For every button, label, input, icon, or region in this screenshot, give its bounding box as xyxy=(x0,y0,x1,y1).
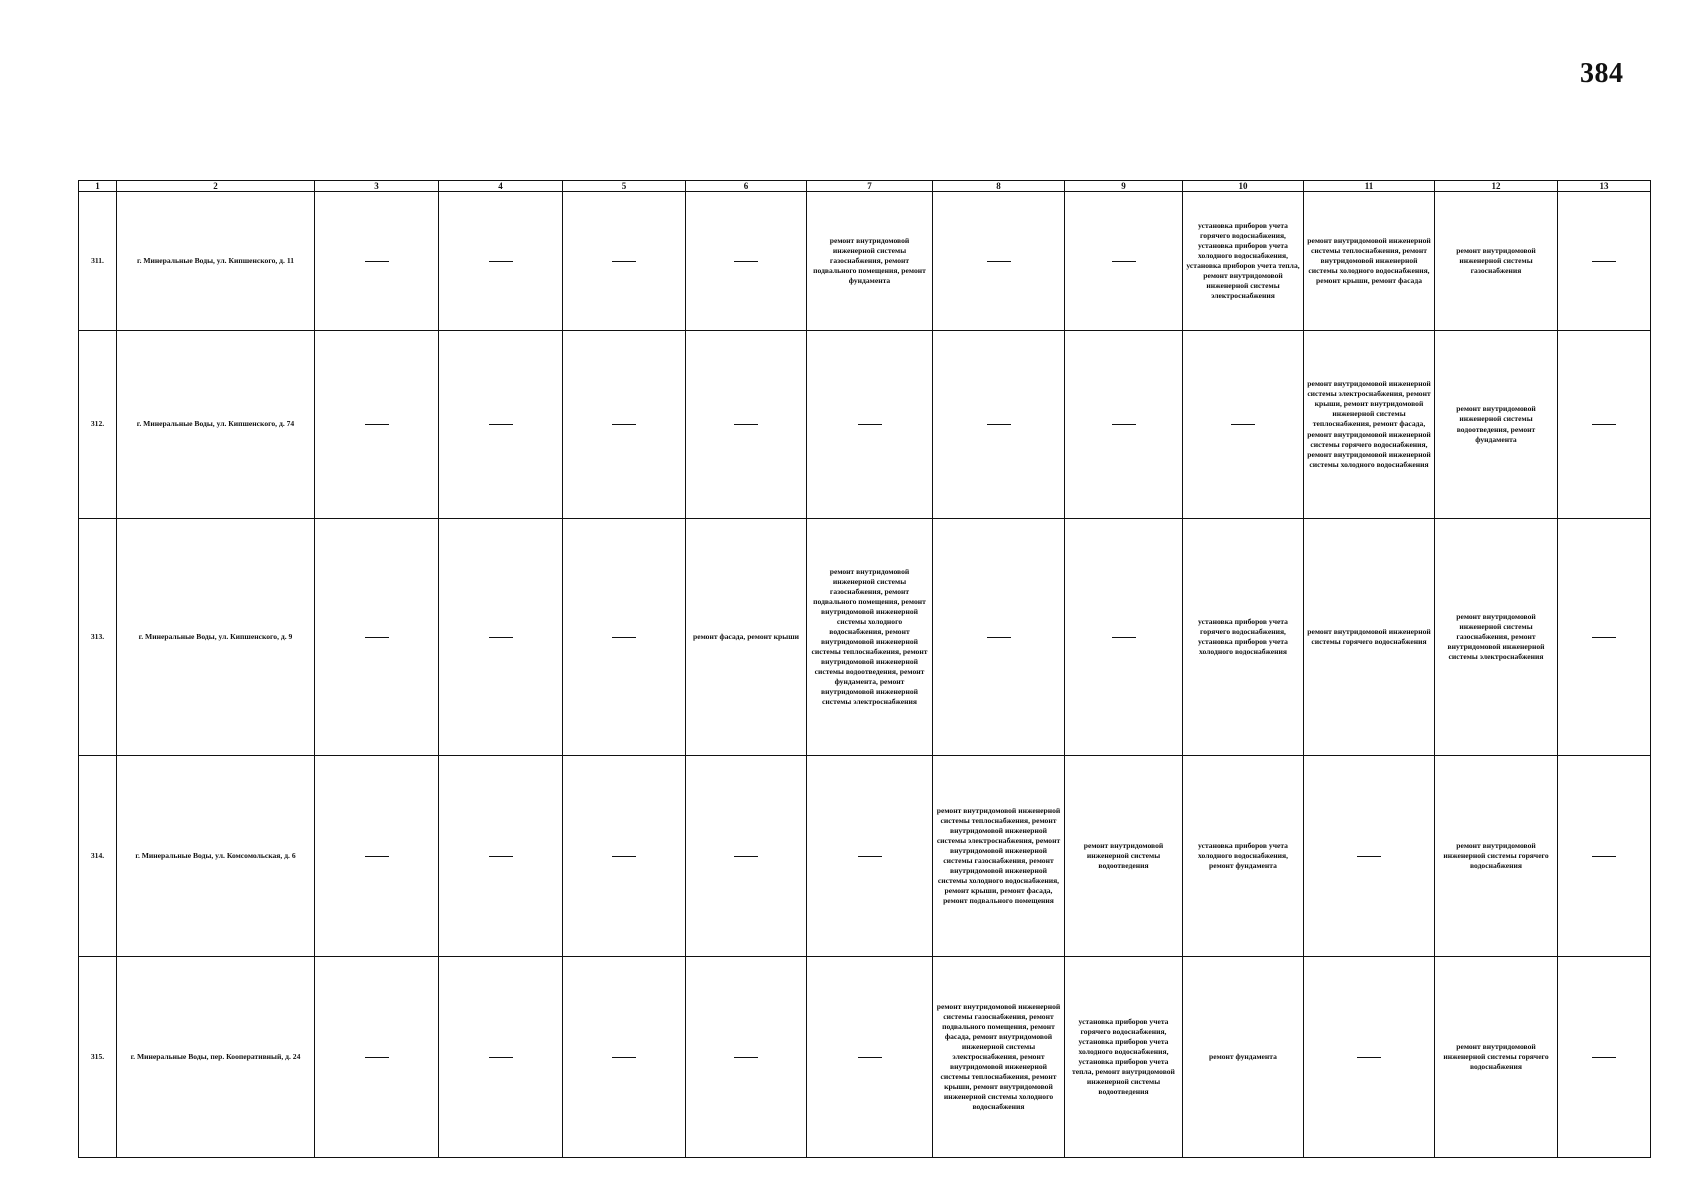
column-header-12: 12 xyxy=(1435,181,1558,192)
address-cell: г. Минеральные Воды, ул. Кипшенского, д. 9 xyxy=(117,519,315,756)
row-number: 315. xyxy=(79,957,117,1158)
repair-schedule-table xyxy=(78,180,1651,1158)
empty-dash-cell xyxy=(933,331,1065,519)
table-row xyxy=(79,519,1651,756)
empty-dash-cell xyxy=(563,331,686,519)
empty-dash-cell xyxy=(439,192,563,331)
column-header-4: 4 xyxy=(439,181,563,192)
column-header-3: 3 xyxy=(315,181,439,192)
address-cell: г. Минеральные Воды, ул. Комсомольская, д. 6 xyxy=(117,756,315,957)
work-cell-col12: ремонт внутридомовой инженерной системы водоотведения, ремонт фундамента xyxy=(1435,331,1558,519)
work-cell-col9: ремонт внутридомовой инженерной системы водоотведения xyxy=(1065,756,1183,957)
empty-dash-cell xyxy=(933,192,1065,331)
work-cell-col12: ремонт внутридомовой инженерной системы газоснабжения, ремонт внутридомовой инженерной системы электроснабжения xyxy=(1435,519,1558,756)
column-header-9: 9 xyxy=(1065,181,1183,192)
work-cell-col12: ремонт внутридомовой инженерной системы газоснабжения xyxy=(1435,192,1558,331)
column-header-8: 8 xyxy=(933,181,1065,192)
address-cell: г. Минеральные Воды, ул. Кипшенского, д. 11 xyxy=(117,192,315,331)
empty-dash-cell xyxy=(686,331,807,519)
empty-dash-cell xyxy=(686,192,807,331)
empty-dash-cell xyxy=(439,331,563,519)
work-cell-col8: ремонт внутридомовой инженерной системы газоснабжения, ремонт подвального помещения, ремонт фасада, ремонт внутридомовой инженерной системы электроснабжения, ремонт внутридомовой инженерной системы теплоснабжения, ремонт крыши, ремонт внутридомовой инженерной системы холодного водоснабжения xyxy=(933,957,1065,1158)
empty-dash-cell xyxy=(1558,756,1651,957)
work-cell-col7: ремонт внутридомовой инженерной системы газоснабжения, ремонт подвального помещения, ремонт внутридомовой инженерной системы холодного водоснабжения, ремонт внутридомовой инженерной системы теплоснабжения, ремонт внутридомовой инженерной системы водоотведения, ремонт фундамента, ремонт внутридомовой инженерной системы электроснабжения xyxy=(807,519,933,756)
work-cell-col11: ремонт внутридомовой инженерной системы теплоснабжения, ремонт внутридомовой инженерной системы холодного водоснабжения, ремонт крыши, ремонт фасада xyxy=(1304,192,1435,331)
empty-dash-cell xyxy=(1065,192,1183,331)
row-number: 314. xyxy=(79,756,117,957)
empty-dash-cell xyxy=(315,519,439,756)
column-header-7: 7 xyxy=(807,181,933,192)
empty-dash-cell xyxy=(1304,756,1435,957)
column-header-2: 2 xyxy=(117,181,315,192)
table-row xyxy=(79,957,1651,1158)
work-cell-col11: ремонт внутридомовой инженерной системы горячего водоснабжения xyxy=(1304,519,1435,756)
empty-dash-cell xyxy=(315,756,439,957)
empty-dash-cell xyxy=(439,957,563,1158)
work-cell-col10: установка приборов учета горячего водоснабжения, установка приборов учета холодного водоснабжения, установка приборов учета тепла, ремонт внутридомовой инженерной системы электроснабжения xyxy=(1183,192,1304,331)
empty-dash-cell xyxy=(563,519,686,756)
column-header-1: 1 xyxy=(79,181,117,192)
table-row xyxy=(79,192,1651,331)
column-header-6: 6 xyxy=(686,181,807,192)
empty-dash-cell xyxy=(1304,957,1435,1158)
empty-dash-cell xyxy=(315,192,439,331)
column-header-11: 11 xyxy=(1304,181,1435,192)
empty-dash-cell xyxy=(563,957,686,1158)
empty-dash-cell xyxy=(439,756,563,957)
work-cell-col12: ремонт внутридомовой инженерной системы горячего водоснабжения xyxy=(1435,756,1558,957)
column-header-13: 13 xyxy=(1558,181,1651,192)
row-number: 312. xyxy=(79,331,117,519)
work-cell-col11: ремонт внутридомовой инженерной системы электроснабжения, ремонт крыши, ремонт внутридомовой инженерной системы теплоснабжения, ремонт фасада, ремонт внутридомовой инженерной системы горячего водоснабжения, ремонт внутридомовой инженерной системы холодного водоснабжения xyxy=(1304,331,1435,519)
empty-dash-cell xyxy=(686,957,807,1158)
empty-dash-cell xyxy=(807,756,933,957)
empty-dash-cell xyxy=(1558,519,1651,756)
address-cell: г. Минеральные Воды, ул. Кипшенского, д. 74 xyxy=(117,331,315,519)
work-cell-col6: ремонт фасада, ремонт крыши xyxy=(686,519,807,756)
empty-dash-cell xyxy=(1183,331,1304,519)
table-row xyxy=(79,756,1651,957)
empty-dash-cell xyxy=(1558,192,1651,331)
row-number: 311. xyxy=(79,192,117,331)
work-cell-col12: ремонт внутридомовой инженерной системы горячего водоснабжения xyxy=(1435,957,1558,1158)
empty-dash-cell xyxy=(315,331,439,519)
empty-dash-cell xyxy=(933,519,1065,756)
work-cell-col7: ремонт внутридомовой инженерной системы газоснабжения, ремонт подвального помещения, ремонт фундамента xyxy=(807,192,933,331)
empty-dash-cell xyxy=(563,192,686,331)
address-cell: г. Минеральные Воды, пер. Кооперативный, д. 24 xyxy=(117,957,315,1158)
work-cell-col8: ремонт внутридомовой инженерной системы теплоснабжения, ремонт внутридомовой инженерной системы электроснабжения, ремонт внутридомовой инженерной системы газоснабжения, ремонт внутридомовой инженерной системы холодного водоснабжения, ремонт крыши, ремонт фасада, ремонт подвального помещения xyxy=(933,756,1065,957)
work-cell-col9: установка приборов учета горячего водоснабжения, установка приборов учета холодного водоснабжения, установка приборов учета тепла, ремонт внутридомовой инженерной системы водоотведения xyxy=(1065,957,1183,1158)
empty-dash-cell xyxy=(1065,331,1183,519)
empty-dash-cell xyxy=(807,331,933,519)
empty-dash-cell xyxy=(563,756,686,957)
empty-dash-cell xyxy=(439,519,563,756)
column-header-5: 5 xyxy=(563,181,686,192)
work-cell-col10: установка приборов учета горячего водоснабжения, установка приборов учета холодного водоснабжения xyxy=(1183,519,1304,756)
empty-dash-cell xyxy=(1065,519,1183,756)
empty-dash-cell xyxy=(1558,957,1651,1158)
page-number: 384 xyxy=(1580,58,1624,89)
work-cell-col10: ремонт фундамента xyxy=(1183,957,1304,1158)
column-number-header-row xyxy=(79,181,1651,192)
row-number: 313. xyxy=(79,519,117,756)
work-cell-col10: установка приборов учета холодного водоснабжения, ремонт фундамента xyxy=(1183,756,1304,957)
empty-dash-cell xyxy=(807,957,933,1158)
table-row xyxy=(79,331,1651,519)
empty-dash-cell xyxy=(686,756,807,957)
empty-dash-cell xyxy=(315,957,439,1158)
column-header-10: 10 xyxy=(1183,181,1304,192)
empty-dash-cell xyxy=(1558,331,1651,519)
